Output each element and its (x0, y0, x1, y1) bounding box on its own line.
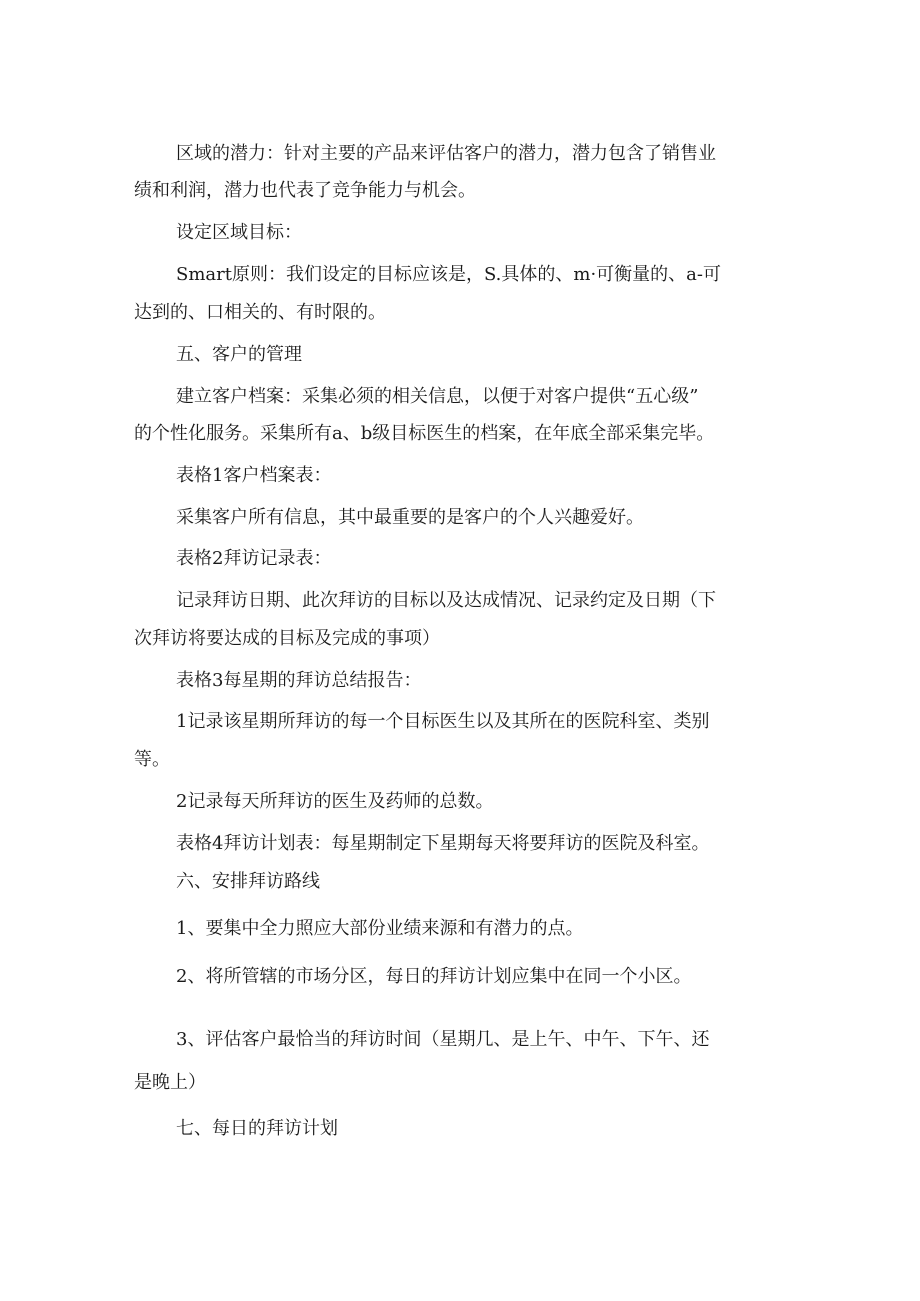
paragraph-line: 是晚上） (134, 1072, 206, 1093)
paragraph-line: 建立客户档案：采集必须的相关信息，以便于对客户提供“五心级” (176, 386, 699, 407)
paragraph-line: 表格1客户档案表： (176, 465, 332, 486)
section-heading: 七、每日的拜访计划 (176, 1118, 338, 1139)
paragraph-line: 1记录该星期所拜访的每一个目标医生以及其所在的医院科室、类别 (176, 711, 710, 732)
paragraph-line: 达到的、口相关的、有时限的。 (134, 302, 386, 323)
paragraph-line: 等。 (134, 749, 170, 770)
paragraph-line: 1、要集中全力照应大部份业绩来源和有潜力的点。 (176, 918, 584, 939)
paragraph-line: 区域的潜力：针对主要的产品来评估客户的潜力，潜力包含了销售业 (176, 143, 716, 164)
paragraph-line: 2记录每天所拜访的医生及药师的总数。 (176, 791, 494, 812)
section-heading: 六、安排拜访路线 (176, 871, 320, 892)
paragraph-line: 表格3每星期的拜访总结报告： (176, 670, 422, 691)
paragraph-line: 绩和利润，潜力也代表了竞争能力与机会。 (134, 180, 476, 201)
paragraph-line: 记录拜访日期、此次拜访的目标以及达成情况、记录约定及日期（下 (176, 590, 716, 611)
paragraph-line: 2、将所管辖的市场分区，每日的拜访计划应集中在同一个小区。 (176, 966, 692, 987)
paragraph-line: 次拜访将要达成的目标及完成的事项） (134, 628, 440, 649)
paragraph-line: 的个性化服务。采集所有a、b级目标医生的档案，在年底全部采集完毕。 (134, 423, 715, 444)
paragraph-line: 表格2拜访记录表： (176, 548, 332, 569)
paragraph-line: Smart原则：我们设定的目标应该是，S.具体的、m·可衡量的、a-可 (176, 264, 721, 285)
section-heading: 五、客户的管理 (176, 344, 302, 365)
paragraph-line: 采集客户所有信息，其中最重要的是客户的个人兴趣爱好。 (176, 507, 644, 528)
paragraph-line: 设定区域目标： (176, 222, 302, 243)
paragraph-line: 表格4拜访计划表：每星期制定下星期每天将要拜访的医院及科室。 (176, 833, 710, 854)
paragraph-line: 3、评估客户最恰当的拜访时间（星期几、是上午、中午、下午、还 (176, 1029, 710, 1050)
